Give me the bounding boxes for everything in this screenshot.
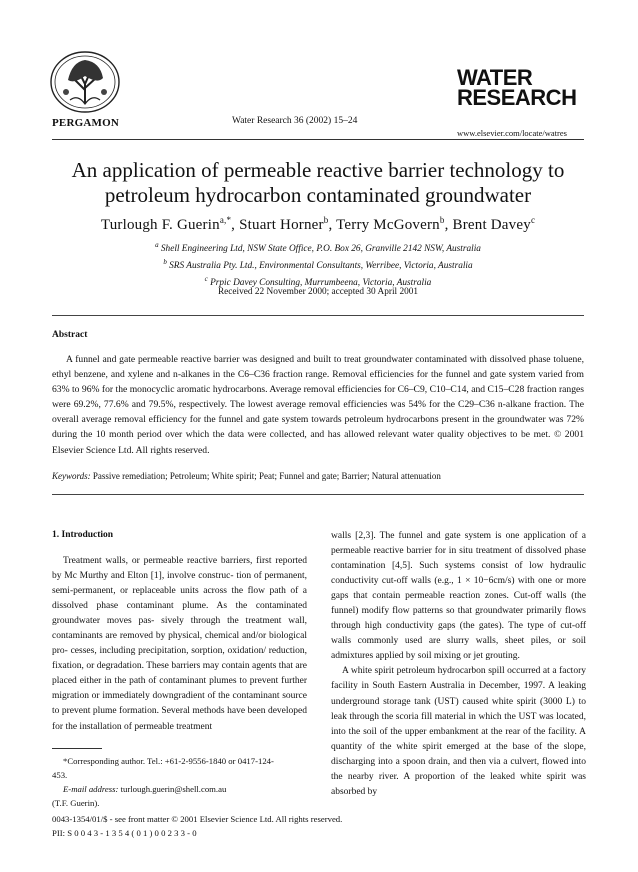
text-line: type of cut-off walls commonly used are slurry walls, (331, 621, 586, 647)
author-name: Stuart Horner (239, 217, 324, 233)
affiliation-mark: b (163, 258, 167, 267)
divider (52, 494, 584, 495)
journal-url[interactable]: www.elsevier.com/locate/watres (457, 128, 567, 138)
abstract-line: A funnel and gate permeable reactive barrier was designed and built to treat groundwater contaminated with (66, 354, 487, 365)
text-line: removed by physical, chemical and/or biological pro- (52, 631, 307, 657)
abstract-line: period over which the data were collected, and has allowed relevant water quality objectives to be met. © 2001 Elsevier (52, 429, 584, 456)
text-line: dissolved phase contamination [4,5]. Such systems (331, 546, 586, 572)
divider (52, 315, 584, 316)
publisher-logo (48, 50, 122, 114)
text-line: A white spirit petroleum hydrocarbon spill occurred (342, 666, 541, 677)
journal-masthead (457, 65, 577, 110)
email-address[interactable]: turlough.guerin@shell.com.au (120, 784, 227, 794)
text-line: base of the slope, discharging into a spoon drain, and (331, 741, 587, 767)
text-line: (UST) caused white spirit (3000 L) to leak through the (331, 696, 586, 722)
abstract-line: average removal efficiencies was 54% for the C29–C36 n-alkane fraction. The overall average removal efficiency for the (52, 399, 584, 426)
affiliation-mark: a (155, 241, 159, 249)
affiliation-mark: c (204, 275, 208, 284)
author-name: Brent Davey (452, 217, 531, 233)
affiliation-text: Shell Engineering Ltd, NSW State Office, P.O. Box 26, Granville 2142 NSW, Australia (160, 244, 481, 255)
text-line: across the flow path of a dissolved phase contaminant (52, 586, 307, 612)
elsevier-tree-logo-icon (48, 50, 122, 114)
text-line: contain agents that are placed either in the path of (52, 661, 308, 687)
section-heading: 1. Introduction (52, 530, 114, 540)
copyright-line: 0043-1354/01/$ - see front matter © 2001 Elsevier Science Ltd. All rights reserved. (52, 814, 343, 824)
title-line-2: petroleum hydrocarbon contaminated groundwater (104, 183, 532, 207)
abstract-paragraph (52, 352, 584, 458)
abstract-line: dissolved phase toluene, ethyl benzene, and xylene and n-alkanes in the C6–C36 fraction range. Removal efficiencies for (52, 354, 584, 381)
journal-reference: Water Research 36 (2002) 15–24 (232, 116, 358, 126)
author-name: Turlough F. Guerin (100, 217, 220, 233)
text-line: reduction, fixation, or degradation. These barriers may (52, 646, 307, 672)
text-line: walls [2,3]. The funnel and gate system is one application (331, 531, 566, 541)
text-line: then via a culvert, flowed into the nearby river. A (331, 756, 586, 782)
article-title (52, 158, 584, 208)
text-line: jet grouting. (473, 651, 520, 662)
received-dates: Received 22 November 2000; accepted 30 April 2001 (217, 287, 419, 297)
text-line: consist of low hydraulic conductivity cut-off walls (331, 561, 587, 587)
text-line: of a permeable reactive barrier for in situ treatment of (331, 531, 587, 557)
intro-paragraph (331, 664, 586, 799)
intro-paragraph (331, 529, 586, 664)
author-affiliation-mark: c (530, 215, 536, 225)
keywords-text: Passive remediation; Petroleum; White spirit; Peat; Funnel and gate; Barrier; Natural attenuation (92, 471, 441, 481)
affiliation-text: Prpic Davey Consulting, Murrumbeena, Victoria, Australia (210, 278, 432, 289)
text-line: the soil of the upper embankment at the rear of the (348, 726, 546, 737)
text-line: at a factory facility in South Eastern Australia in (331, 666, 586, 692)
text-line: permeable reaction zones. Cut-off walls (the funnel) (331, 591, 587, 617)
text-line: cesses, including precipitation, sorption, oxidation/ (70, 646, 266, 657)
masthead-line-1: WATER (457, 65, 533, 90)
corresponding-author-footnote (52, 754, 312, 810)
footnote-line: (T.F. Guerin). (52, 798, 100, 808)
pii-line: PII: S 0 0 4 3 - 1 3 5 4 ( 0 1 ) 0 0 2 3 3 - 0 (52, 828, 197, 838)
text-line: sheet piles, or soil admixtures applied by soil mixing or (331, 636, 587, 662)
intro-paragraph (52, 554, 307, 735)
affiliation-item (52, 256, 584, 273)
text-line: facility. A quantity of the white spirit emerged at the (331, 726, 587, 752)
title-line-1: An application of permeable reactive barrier technology to (71, 158, 565, 182)
footnote-rule (52, 748, 102, 749)
publisher-name: PERGAMON (52, 117, 119, 129)
keywords (52, 471, 584, 481)
abstract-body (52, 352, 584, 458)
abstract-line: the funnel and gate system varied from 63% to 96% for the monocyclic aromatic hydrocarbons. Average removal (52, 369, 584, 396)
text-line: proportion of the leaked white spirit was absorbed by (331, 771, 586, 797)
author-affiliation-mark: b (323, 215, 329, 225)
abstract-line: efficiencies for C6–C9, C10–C14, and C15–C28 fraction ranges were 69.2%, 77.6% and 79.5%, respectively. The lowest (52, 384, 584, 411)
author-affiliation-mark: b (439, 215, 445, 225)
front-matter-info (52, 812, 342, 840)
abstract-heading: Abstract (52, 330, 88, 340)
text-line: December, 1997. A leaking underground storage tank (331, 681, 586, 707)
text-line: plume. As the contaminated groundwater moves pas- (52, 601, 308, 627)
text-line: modify flow patterns so that groundwater primarily (361, 606, 562, 617)
text-line: contaminant plumes to prevent further migration or (52, 676, 307, 702)
affiliation-list (52, 239, 584, 290)
affiliation-text: SRS Australia Pty. Ltd., Environmental Consultants, Werribee, Victoria, Australia (169, 261, 473, 272)
left-column (52, 554, 307, 735)
text-line: Treatment walls, or permeable reactive barriers, first (63, 556, 272, 566)
keywords-label: Keywords: (52, 471, 91, 481)
text-line: immediately downgradient of the contaminant source to (52, 691, 307, 717)
author-name: Terry McGovern (336, 217, 440, 233)
footnote-line: 453. (52, 770, 68, 780)
text-line: scoria fill material in which the UST was located, into (331, 711, 587, 737)
text-line: flows through high conductivity gaps (the gates). The (331, 606, 587, 632)
text-line: prevent plume formation. Several methods have been (61, 706, 266, 717)
text-line: (e.g., 1 × 10−6cm/s) with one or more gaps that contain (331, 576, 587, 602)
text-line: developed for the installation of permeable treatment (52, 706, 308, 732)
email-label: E-mail address: (63, 784, 119, 794)
text-line: tion of permanent, semi-permanent, or replaceable units (52, 571, 308, 597)
abstract-line: Science Ltd. All rights reserved. (85, 444, 210, 456)
masthead-line-2: RESEARCH (457, 85, 577, 110)
right-column (331, 529, 586, 800)
author-list: Turlough F. Guerin$^{a,*}$, Stuart Horner$^b$, Terry McGovern$^b$, Brent Davey$^c$ (100, 215, 536, 233)
footnote-line: *Corresponding author. Tel.: +61-2-9556-1840 or 0417-124- (63, 756, 274, 766)
text-line: reported by Mc Murthy and Elton [1], involve construc- (52, 556, 307, 582)
header-rule (52, 139, 584, 140)
affiliation-item (52, 239, 584, 256)
author-affiliation-mark: a,* (219, 215, 232, 225)
footnote-email-line (52, 782, 312, 796)
abstract-line: funnel and gate system towards petroleum hydrocarbons present in the groundwater was 72% during the 10 month (52, 414, 585, 441)
text-line: sively through the treatment wall, contaminants are (52, 616, 307, 642)
